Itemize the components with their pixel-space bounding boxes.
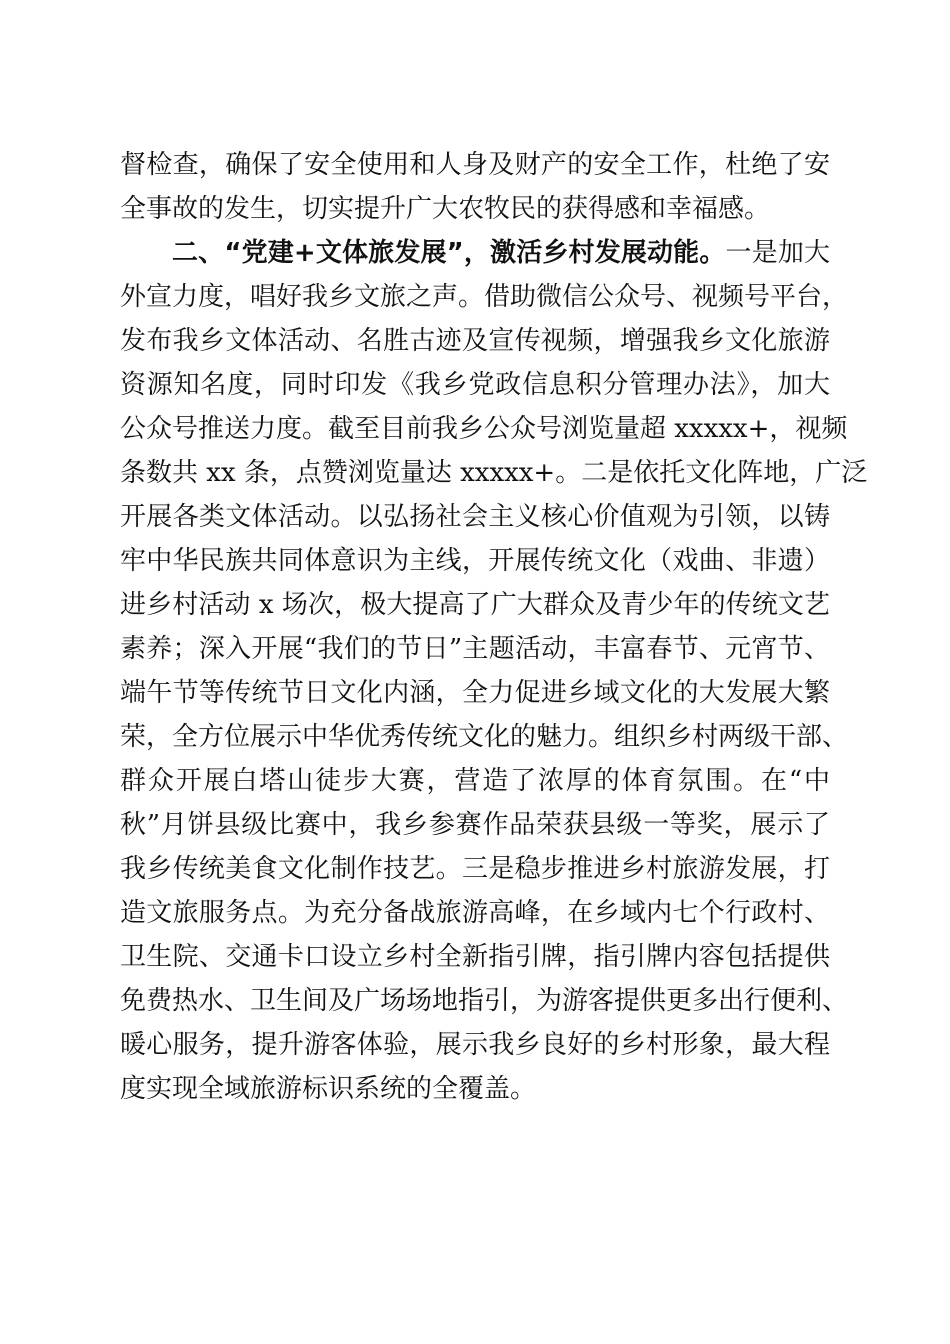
text-line: 度实现全域旅游标识系统的全覆盖。 [120,1074,537,1104]
text-line: 素养；深入开展“我们的节日”主题活动，丰富春节、元宵节、 [120,634,830,664]
text-line: 外宣力度，唱好我乡文旅之声。借助微信公众号、视频号平台， [120,282,849,312]
text-line: 条数共 xx 条，点赞浏览量达 xxxxx+。二是依托文化阵地，广泛 [120,458,868,488]
text-line: 秋”月饼县级比赛中，我乡参赛作品荣获县级一等奖，展示了 [120,810,830,840]
text-line: 荣，全方位展示中华优秀传统文化的魅力。组织乡村两级干部、 [120,722,849,752]
text-line: 牢中华民族共同体意识为主线，开展传统文化（戏曲、非遗） [120,546,830,576]
text-line: 暖心服务，提升游客体验，展示我乡良好的乡村形象，最大程 [120,1030,830,1060]
text-line: 督检查，确保了安全使用和人身及财产的安全工作，杜绝了安 [120,150,830,180]
text-line: 免费热水、卫生间及广场场地指引，为游客提供更多出行便利、 [120,986,849,1016]
section-heading-line [172,235,830,271]
text-fragment: 一是加大 [725,238,830,268]
text-line: 造文旅服务点。为充分备战旅游高峰，在乡域内七个行政村、 [120,898,830,928]
text-line: 卫生院、交通卡口设立乡村全新指引牌，指引牌内容包括提供 [120,942,830,972]
text-line: 发布我乡文体活动、名胜古迹及宣传视频，增强我乡文化旅游 [120,326,830,356]
text-line: 开展各类文体活动。以弘扬社会主义核心价值观为引领，以铸 [120,502,830,532]
text-line: 公众号推送力度。截至目前我乡公众号浏览量超 xxxxx+，视频 [120,414,848,444]
text-line: 资源知名度，同时印发《我乡党政信息积分管理办法》，加大 [120,370,830,400]
text-line: 全事故的发生，切实提升广大农牧民的获得感和幸福感。 [120,194,771,224]
section-heading: 二、“党建+文体旅发展”，激活乡村发展动能。 [172,238,726,268]
text-line: 我乡传统美食文化制作技艺。三是稳步推进乡村旅游发展，打 [120,854,830,884]
text-line: 进乡村活动 x 场次，极大提高了广大群众及青少年的传统文艺 [120,590,830,620]
text-line: 端午节等传统节日文化内涵，全力促进乡域文化的大发展大繁 [120,678,830,708]
text-line: 群众开展白塔山徒步大赛，营造了浓厚的体育氛围。在“中 [120,766,830,796]
